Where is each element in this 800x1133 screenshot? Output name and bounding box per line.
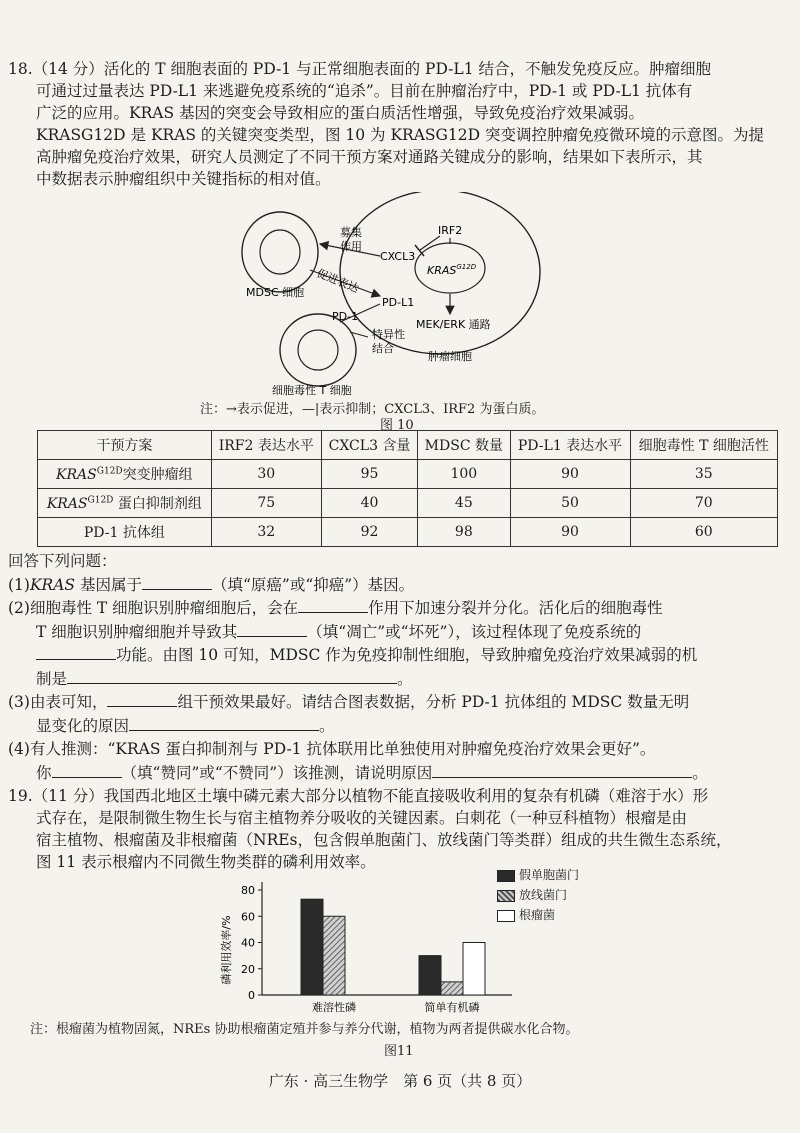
table-cell: 35 [630, 460, 777, 489]
table-cell: 30 [211, 460, 321, 489]
q18-line: 中数据表示肿瘤组织中关键指标的相对值。 [36, 170, 331, 188]
table-cell: 70 [630, 489, 777, 518]
answer-intro: 回答下列问题： [8, 552, 117, 570]
label-pd1: PD-1 [332, 310, 359, 323]
q19-line: 宿主植物、根瘤菌及非根瘤菌（NREs，包含假单胞菌门、放线菌门等类群）组成的共生微生态系统， [36, 831, 732, 849]
q19-line: 19.（11 分）我国西北地区土壤中磷元素大部分以植物不能直接吸收利用的复杂有机磷（难溶于水）形 [8, 787, 709, 805]
intervention-table [37, 430, 778, 547]
table-cell: 45 [418, 489, 510, 518]
answer-blank[interactable] [107, 692, 177, 707]
bar-0-0 [301, 899, 323, 995]
figure-11-note: 注：根瘤菌为植物固氮，NREs 协助根瘤菌定殖并参与养分代谢，植物为两者提供碳水化合物。 [30, 1022, 579, 1037]
row-label: $KRAS^{G12D}$突变肿瘤组 [38, 460, 212, 489]
inhibit-bar [415, 245, 424, 256]
sub-question-2-line3: 功能。由图 10 可知，MDSC 作为免疫抑制性细胞，导致肿瘤免疫治疗效果减弱的机 [8, 644, 788, 668]
row-label: $KRAS^{G12D}$ 蛋白抑制剂组 [38, 489, 212, 518]
table-header: 干预方案 [38, 431, 212, 460]
figure-11-chart [210, 860, 570, 1020]
table-header: PD-L1 表达水平 [510, 431, 630, 460]
sub-question-3-line2: 显变化的原因 。 [36, 716, 335, 735]
bar-2-1 [463, 943, 485, 996]
sub-question-2-line2: T 细胞识别肿瘤细胞并导致其 （填“凋亡”或“坏死”），该过程体现了免疫系统的 [36, 622, 642, 641]
legend-item: 根瘤菌 [497, 906, 555, 923]
table-row [38, 518, 778, 547]
y-tick-label: 20 [241, 962, 255, 976]
answer-blank[interactable] [52, 763, 122, 778]
tcell-nucleus [298, 330, 338, 370]
table-cell: 90 [510, 460, 630, 489]
table-cell: 98 [418, 518, 510, 547]
legend-swatch-dark [497, 870, 515, 882]
q18-intro [8, 58, 788, 190]
figure-11-caption: 图11 [384, 1044, 414, 1059]
answer-blank[interactable] [432, 763, 692, 778]
table-cell: 40 [321, 489, 417, 518]
label-kras: $KRAS^{G12D}$ [427, 263, 477, 277]
y-tick-label: 80 [241, 884, 255, 897]
q18-subquestions [8, 550, 788, 785]
label-pdl1: PD-L1 [382, 296, 415, 309]
legend-swatch-white [497, 910, 515, 922]
bar-1-0 [323, 916, 345, 995]
table-header: MDSC 数量 [418, 431, 510, 460]
row-label: PD-1 抗体组 [38, 518, 212, 547]
table-cell: 50 [510, 489, 630, 518]
table-cell: 95 [321, 460, 417, 489]
y-tick-label: 60 [241, 910, 255, 924]
label-cxcl3: CXCL3 [380, 250, 416, 263]
figure-10-diagram [240, 192, 570, 397]
label-specific-1: 特异性 [372, 328, 405, 341]
sub-question-4-line2: 你 （填“赞同”或“不赞同”）该推测，请说明原因 。 [36, 763, 708, 782]
label-promote-expression: 促进表达 [314, 266, 361, 296]
sub-question-2-line4: 制是 。 [36, 669, 413, 688]
table-header: CXCL3 含量 [321, 431, 417, 460]
legend-item: 假单胞菌门 [497, 866, 579, 883]
table-cell: 90 [510, 518, 630, 547]
label-specific-2: 结合 [372, 342, 394, 355]
answer-blank[interactable] [36, 645, 116, 660]
legend-swatch-hatch [497, 890, 515, 902]
sub-question-2: (2)细胞毒性 T 细胞识别肿瘤细胞后，会在 作用下加速分裂并分化。活化后的细胞毒性 [8, 599, 663, 617]
label-recruit-1: 募集 [340, 226, 362, 239]
answer-blank[interactable] [129, 716, 319, 731]
table-cell: 32 [211, 518, 321, 547]
bar-1-1 [441, 982, 463, 995]
sub-question-1: (1)KRAS 基因属于 （填“原癌”或“抑癌”）基因。 [8, 575, 415, 594]
table-row [38, 460, 778, 489]
label-recruit-2: 作用 [340, 240, 362, 253]
mdsc-nucleus [260, 230, 300, 274]
mdsc-cell-outline [242, 212, 318, 292]
answer-blank[interactable] [67, 669, 397, 684]
chart-ylabel: 磷利用效率/% [220, 915, 233, 985]
y-tick-label: 0 [248, 989, 255, 1002]
figure-10-note: 注：→表示促进，—|表示抑制；CXCL3、IRF2 为蛋白质。 [200, 402, 545, 417]
q18-line: KRASG12D 是 KRAS 的关键突变类型，图 10 为 KRASG12D 突变调控肿瘤免疫微环境的示意图。为提 [36, 126, 764, 144]
q18-line: 广泛的应用。KRAS 基因的突变会导致相应的蛋白质活性增强，导致免疫治疗效果减弱。 [36, 104, 644, 122]
table-cell: 100 [418, 460, 510, 489]
answer-blank[interactable] [142, 575, 212, 590]
q19-line: 图 11 表示根瘤内不同微生物类群的磷利用效率。 [36, 853, 376, 871]
label-mek: MEK/ERK 通路 [416, 318, 491, 331]
q18-line: 高肿瘤免疫治疗效果，研究人员测定了不同干预方案对通路关键成分的影响，结果如下表所示，其 [36, 148, 703, 166]
tcell-outline [280, 314, 356, 386]
q19-line: 式存在，是限制微生物生长与宿主植物养分吸收的关键因素。白刺花（一种豆科植物）根瘤是由 [36, 809, 688, 827]
figure-10-caption: 图 10 [380, 418, 414, 433]
table-cell: 75 [211, 489, 321, 518]
label-tcell: 细胞毒性 T 细胞 [272, 384, 352, 397]
y-tick-label: 40 [241, 936, 255, 950]
sub-question-4: (4)有人推测：“KRAS 蛋白抑制剂与 PD-1 抗体联用比单独使用对肿瘤免疫治疗效果会更好”。 [8, 740, 656, 758]
q18-line: 可通过过量表达 PD-L1 来逃避免疫系统的“追杀”。目前在肿瘤治疗中，PD-1 或 PD-L1 抗体有 [36, 82, 693, 100]
answer-blank[interactable] [237, 622, 307, 637]
label-irf2: IRF2 [438, 224, 463, 237]
label-tumor: 肿瘤细胞 [428, 350, 472, 363]
table-header-row [38, 431, 778, 460]
answer-blank[interactable] [298, 598, 368, 613]
table-header: IRF2 表达水平 [211, 431, 321, 460]
label-mdsc: MDSC 细胞 [246, 286, 305, 299]
legend-item: 放线菌门 [497, 886, 567, 903]
q18-line: 18.（14 分）活化的 T 细胞表面的 PD-1 与正常细胞表面的 PD-L1 结合，不触发免疫反应。肿瘤细胞 [8, 60, 711, 78]
x-category-label: 难溶性磷 [312, 1001, 356, 1014]
table-cell: 92 [321, 518, 417, 547]
x-category-label: 简单有机磷 [424, 1001, 480, 1014]
table-cell: 60 [630, 518, 777, 547]
page-footer: 广东 · 高三生物学 第 6 页（共 8 页） [268, 1072, 532, 1090]
sub-question-3: (3)由表可知， 组干预效果最好。请结合图表数据，分析 PD-1 抗体组的 MDSC 数量无明 [8, 693, 690, 711]
bar-0-1 [419, 956, 441, 995]
table-header: 细胞毒性 T 细胞活性 [630, 431, 777, 460]
table-row [38, 489, 778, 518]
